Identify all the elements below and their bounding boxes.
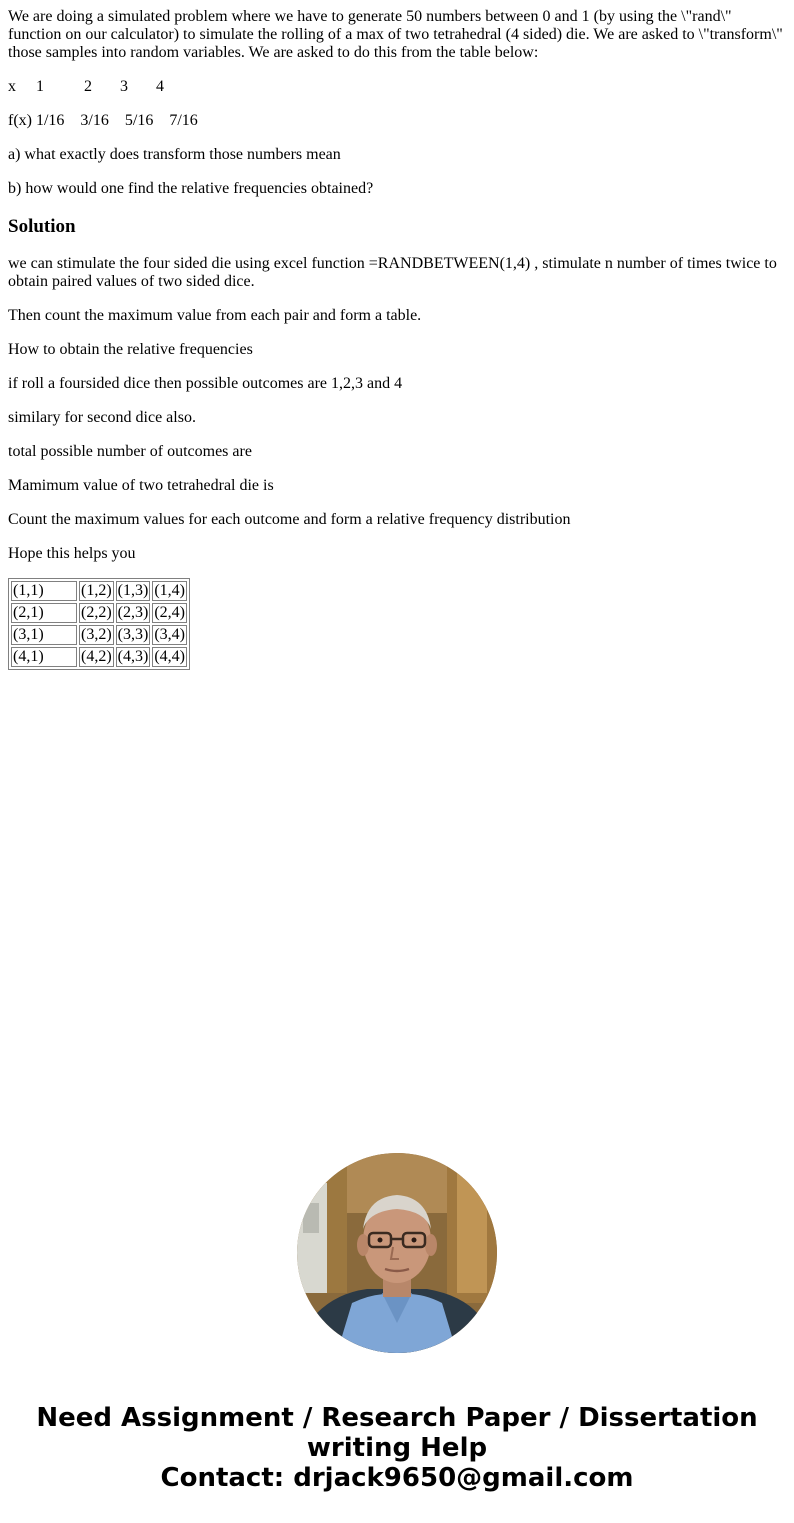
table-cell: (2,2)	[81, 604, 112, 621]
table-cell: (1,4)	[154, 582, 185, 599]
solution-paragraph: total possible number of outcomes are	[8, 443, 252, 460]
table-cell: (4,2)	[81, 648, 112, 665]
table-row	[11, 647, 187, 667]
footer-banner	[0, 1403, 794, 1493]
table-cell: (4,4)	[154, 648, 185, 665]
table-cell: (3,1)	[11, 625, 77, 645]
table-row	[11, 581, 187, 601]
solution-paragraph: if roll a foursided dice then possible outcomes are 1,2,3 and 4	[8, 375, 403, 392]
table-cell: (3,3)	[117, 626, 149, 643]
table-cell: (2,4)	[154, 604, 185, 621]
document-content	[8, 8, 786, 670]
table-cell: (4,1)	[11, 647, 77, 667]
solution-paragraph: Mamimum value of two tetrahedral die is	[8, 477, 274, 494]
footer-line: Need Assignment / Research Paper / Dissertation	[36, 1403, 758, 1433]
solution-paragraph: Count the maximum values for each outcome and form a relative frequency distribution	[8, 511, 571, 528]
question-part-b: b) how would one find the relative frequencies obtained?	[8, 180, 374, 197]
table-cell: (1,2)	[81, 582, 112, 599]
table-cell: (2,1)	[11, 603, 77, 623]
solution-paragraph: Then count the maximum value from each pair and form a table.	[8, 307, 422, 324]
avatar	[297, 1153, 497, 1353]
solution-paragraph: How to obtain the relative frequencies	[8, 341, 253, 358]
question-part-a: a) what exactly does transform those numbers mean	[8, 146, 341, 163]
table-cell: (2,3)	[117, 604, 149, 621]
table-row	[11, 603, 187, 623]
table-cell: (1,1)	[11, 581, 77, 601]
table-cell: (1,3)	[117, 582, 149, 599]
table-cell: (4,3)	[117, 648, 149, 665]
solution-paragraph: Hope this helps you	[8, 545, 136, 562]
question-intro: We are doing a simulated problem where we have to generate 50 numbers between 0 and 1 (by using the \"rand\" function on our calculator) to simulate the rolling of a max of two tetrahedral (4 sided) die. We are asked to \"transform\" those samples into random variables. We are asked to do this from the table below:	[8, 8, 787, 61]
table-x-row: x 1 2 3 4	[8, 78, 164, 95]
outcome-pairs-table	[8, 578, 190, 670]
footer-line: writing Help	[306, 1433, 488, 1463]
solution-paragraph: similary for second dice also.	[8, 409, 196, 426]
solution-paragraph: we can stimulate the four sided die using excel function =RANDBETWEEN(1,4) , stimulate n number of times twice to obtain paired values of two sided dice.	[8, 255, 781, 290]
solution-heading: Solution	[8, 216, 76, 237]
person-photo-icon	[297, 1153, 497, 1353]
footer-contact: Contact: drjack9650@gmail.com	[160, 1463, 634, 1493]
table-cell: (3,2)	[81, 626, 112, 643]
table-row	[11, 625, 187, 645]
table-cell: (3,4)	[154, 626, 185, 643]
table-fx-row: f(x) 1/16 3/16 5/16 7/16	[8, 112, 198, 129]
